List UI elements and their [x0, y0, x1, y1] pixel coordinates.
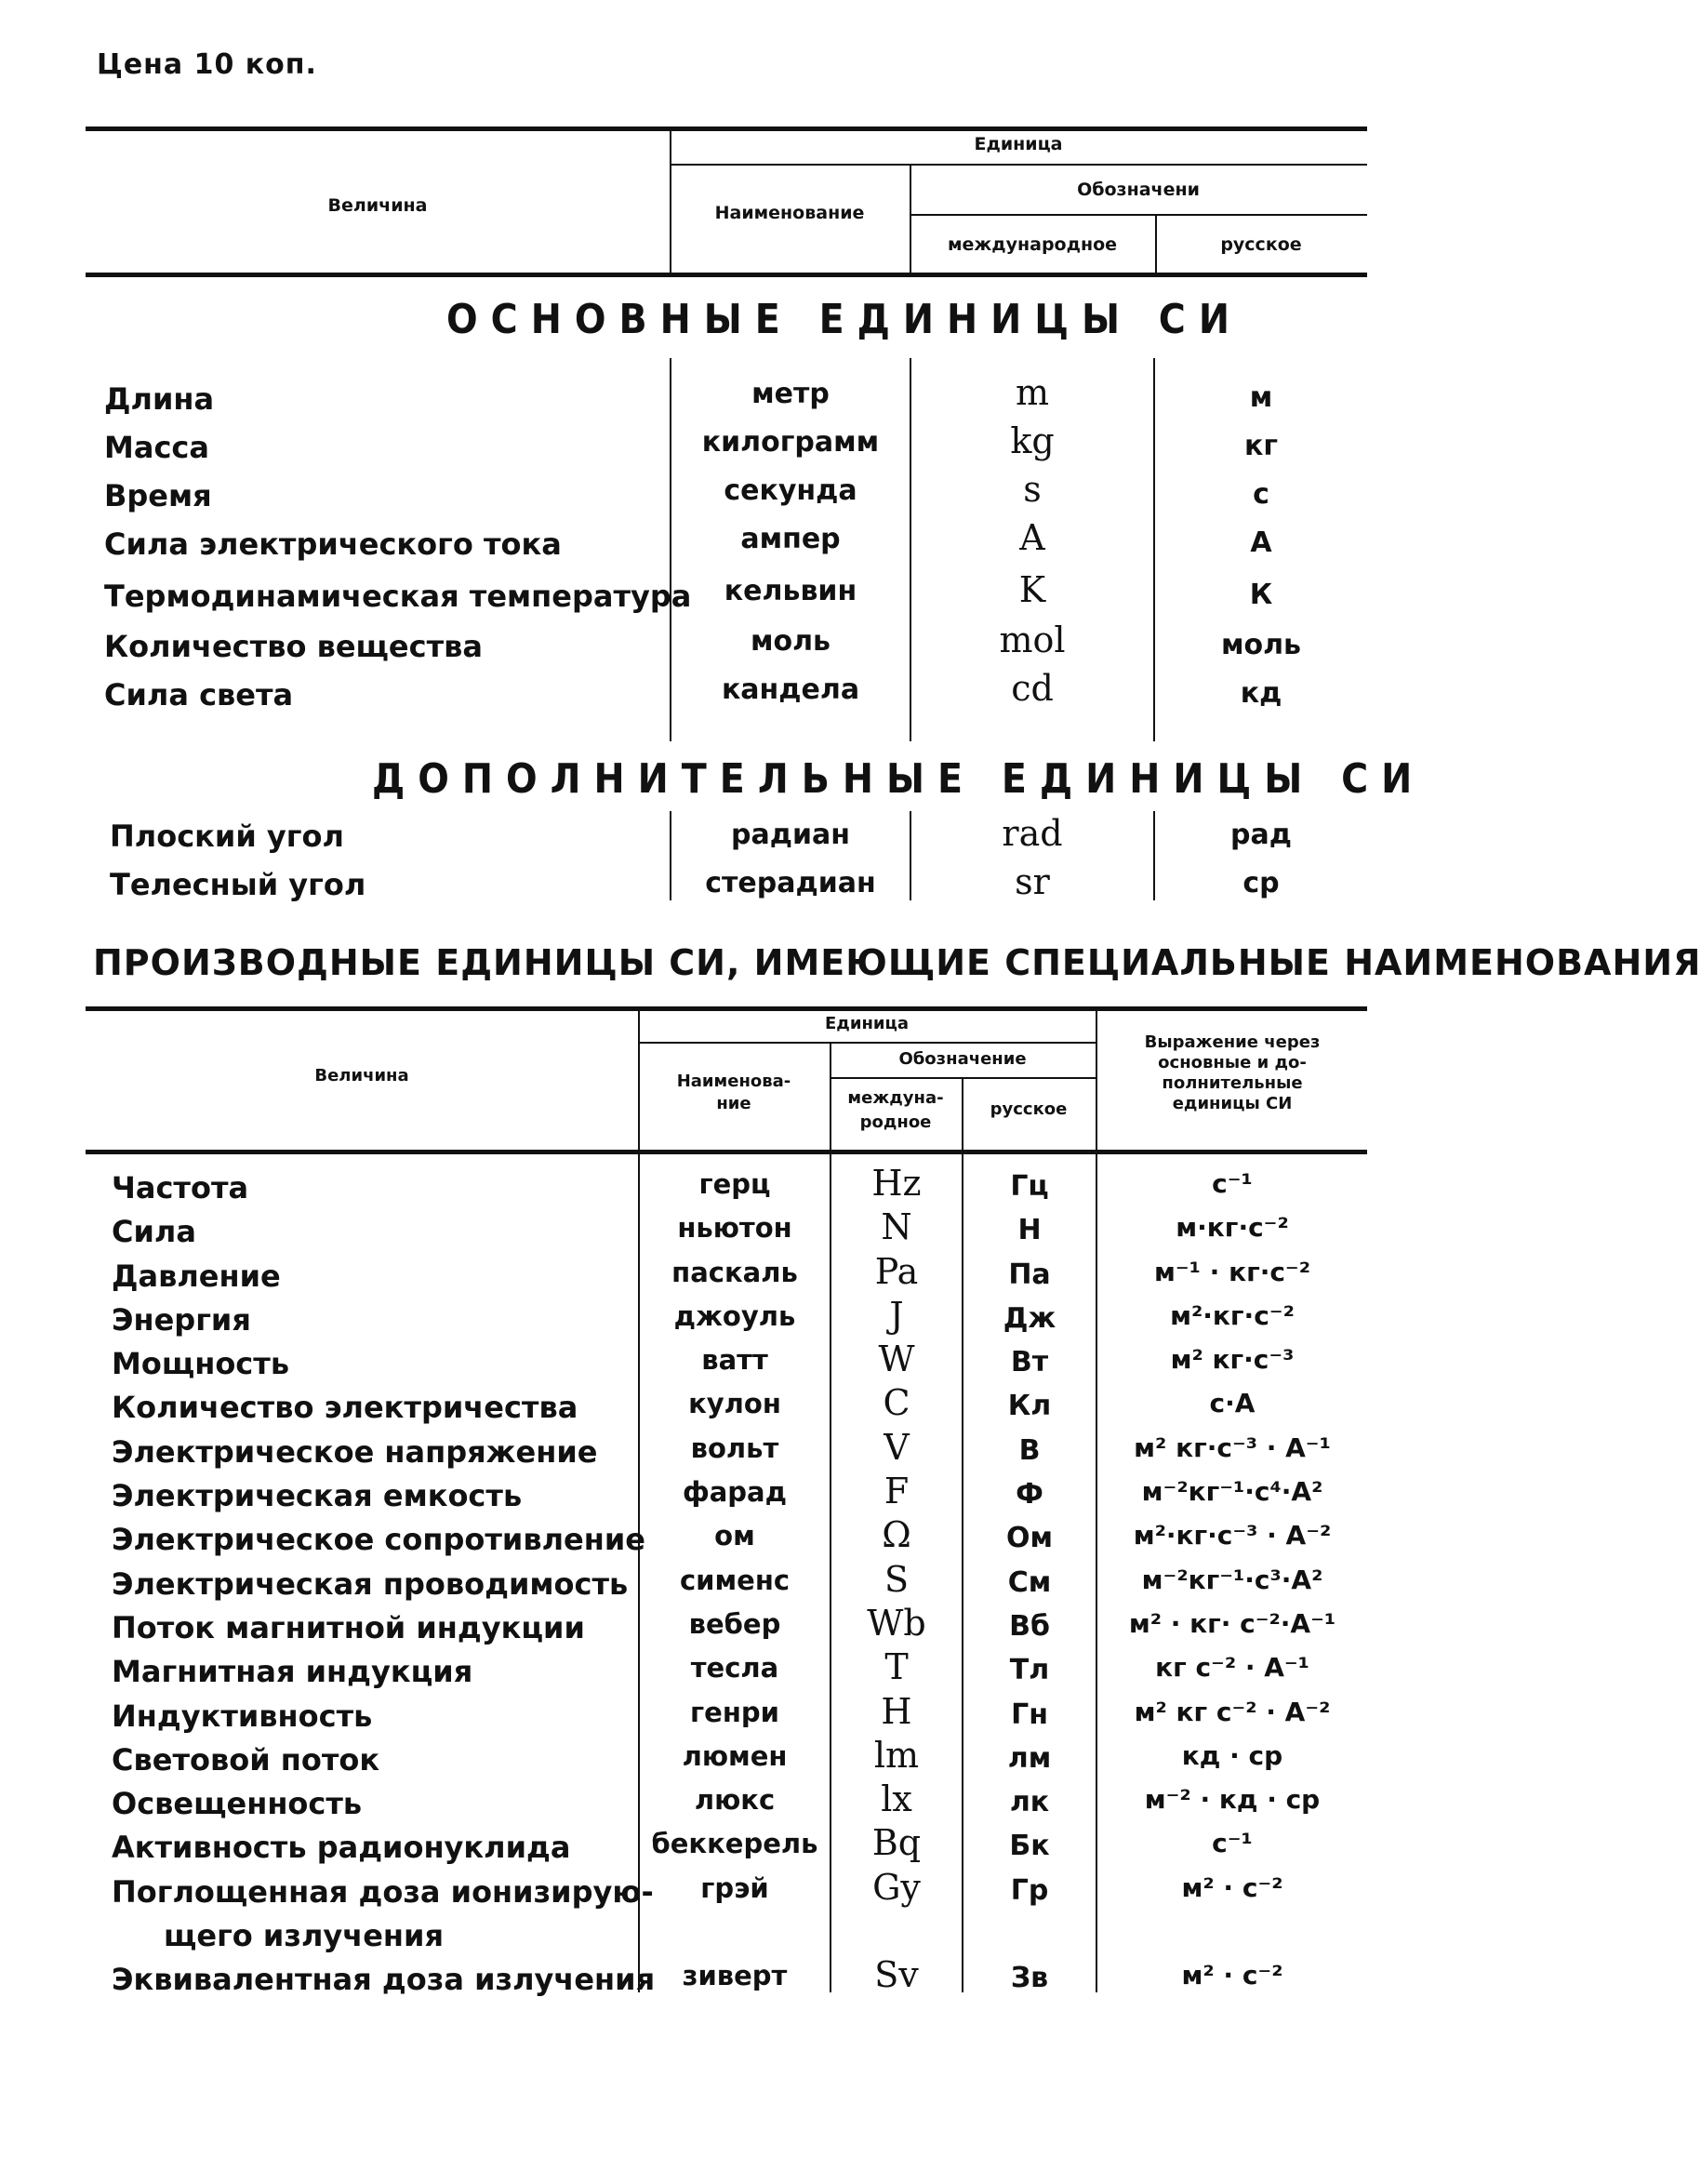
intl-symbol-cell: A [1019, 517, 1045, 558]
t2-header-expr-line1: Выражение через [1144, 1032, 1321, 1052]
quantity-cell: Термодинамическая температура [104, 579, 692, 614]
quantity-cell: Энергия [112, 1302, 251, 1338]
intl-symbol-cell: Wb [867, 1603, 926, 1644]
intl-symbol-cell: lx [881, 1778, 912, 1819]
t2-header-expr-line2: основные и до- [1158, 1053, 1307, 1072]
header-designation: Обозначени [1077, 180, 1200, 200]
si-expression-cell: м² кг·с⁻³ [1170, 1344, 1295, 1375]
unit-name-cell: зиверт [682, 1960, 788, 1991]
unit-name-cell: фарад [682, 1476, 788, 1508]
unit-name-cell: моль [750, 625, 831, 658]
quantity-cell: Эквивалентная доза излучения [112, 1962, 656, 1997]
ru-symbol-cell: Кл [1007, 1390, 1052, 1422]
intl-symbol-cell: Bq [871, 1822, 922, 1863]
intl-symbol-cell: F [884, 1471, 910, 1511]
ru-symbol-cell: Зв [1010, 1962, 1049, 1994]
ru-symbol-cell: Гн [1011, 1698, 1048, 1731]
ru-symbol-cell: Вт [1010, 1346, 1049, 1378]
ru-symbol-cell: Ом [1005, 1522, 1054, 1554]
intl-symbol-cell: K [1018, 569, 1046, 610]
t2-header-intl-line2: родное [859, 1112, 932, 1132]
intl-symbol-cell: N [881, 1206, 912, 1247]
si-expression-cell: м² кг с⁻² · А⁻² [1134, 1697, 1331, 1727]
quantity-cell: Плоский угол [110, 819, 344, 854]
quantity-cell: Количество вещества [104, 629, 483, 664]
price-label: Цена 10 коп. [97, 48, 317, 81]
header-name: Наименование [714, 203, 865, 223]
unit-name-cell: герц [698, 1168, 771, 1200]
ru-symbol-cell: лм [1007, 1742, 1052, 1775]
unit-name-cell: кандела [721, 673, 860, 706]
base-units-title: ОСНОВНЫЕ ЕДИНИЦЫ СИ [446, 296, 1243, 343]
table1-top-rule [86, 127, 1367, 131]
quantity-cell: Электрическое сопротивление [112, 1522, 645, 1557]
ru-symbol-cell: Тл [1009, 1654, 1050, 1686]
t2-header-intl-line1: междуна- [847, 1088, 944, 1108]
ru-symbol-cell: См [1007, 1566, 1052, 1599]
intl-symbol-cell: m [1015, 372, 1050, 413]
t2-header-name-line1: Наименова- [676, 1072, 791, 1091]
unit-name-cell: джоуль [673, 1300, 796, 1332]
quantity-cell: Поток магнитной индукции [112, 1610, 585, 1645]
ru-symbol-cell: Гц [1010, 1170, 1049, 1203]
intl-symbol-cell: cd [1011, 668, 1054, 709]
unit-name-cell: беккерель [651, 1828, 818, 1859]
intl-symbol-cell: Hz [871, 1163, 922, 1204]
si-expression-cell: м⁻² · кд · ср [1144, 1784, 1321, 1815]
ru-symbol-cell: Гр [1010, 1874, 1049, 1907]
unit-name-cell: секунда [724, 474, 857, 507]
unit-name-cell: сименс [679, 1565, 791, 1596]
table1-unit-rule [670, 164, 1367, 166]
quantity-cell: Поглощенная доза ионизирую- [112, 1874, 654, 1910]
intl-symbol-cell: Ω [882, 1514, 911, 1555]
ru-symbol-cell: м [1249, 381, 1273, 414]
t2-header-expr-line4: единицы СИ [1172, 1094, 1293, 1113]
ru-symbol-cell: кг [1243, 430, 1279, 462]
intl-symbol-cell: lm [873, 1735, 920, 1776]
intl-symbol-cell: mol [999, 619, 1066, 660]
si-expression-cell: м·кг·с⁻² [1176, 1212, 1289, 1243]
unit-name-cell: метр [751, 378, 830, 410]
ru-symbol-cell: В [1018, 1434, 1041, 1467]
table1-header-bottom-rule [86, 273, 1367, 277]
ru-symbol-cell: А [1250, 526, 1272, 559]
unit-name-cell: вольт [690, 1432, 779, 1464]
intl-symbol-cell: V [884, 1427, 910, 1468]
quantity-cell: Длина [104, 381, 215, 417]
intl-symbol-cell: rad [1002, 813, 1063, 854]
quantity-cell: Освещенность [112, 1786, 363, 1821]
quantity-cell: Магнитная индукция [112, 1654, 473, 1689]
unit-name-cell: грэй [700, 1872, 769, 1904]
si-expression-cell: с⁻¹ [1212, 1168, 1253, 1199]
ru-symbol-cell: Ф [1016, 1478, 1043, 1511]
unit-name-cell: люмен [682, 1740, 788, 1772]
header-international: международное [947, 234, 1118, 255]
table2-header-bottom-rule [86, 1150, 1367, 1154]
intl-symbol-cell: kg [1010, 420, 1055, 461]
intl-symbol-cell: S [884, 1559, 910, 1600]
ru-symbol-cell: рад [1230, 819, 1292, 851]
si-expression-cell: с·А [1209, 1388, 1256, 1418]
quantity-cell: Сила электрического тока [104, 526, 562, 562]
unit-name-cell: генри [690, 1697, 779, 1728]
unit-name-cell: ампер [740, 523, 841, 555]
si-expression-cell: с⁻¹ [1212, 1828, 1253, 1858]
si-expression-cell: м² кг·с⁻³ · А⁻¹ [1134, 1432, 1331, 1463]
unit-name-cell: паскаль [671, 1257, 798, 1288]
quantity-cell: Частота [112, 1170, 249, 1205]
unit-name-cell: вебер [688, 1608, 781, 1640]
ru-symbol-cell: Дж [1003, 1302, 1056, 1335]
ru-symbol-cell: кд [1240, 677, 1282, 710]
t2-header-russian: русское [990, 1099, 1068, 1119]
table2-unit-rule [638, 1042, 1096, 1044]
quantity-cell: Количество электричества [112, 1390, 578, 1425]
supplementary-units-title: ДОПОЛНИТЕЛЬНЫЕ ЕДИНИЦЫ СИ [372, 755, 1426, 803]
si-expression-cell: м⁻²кг⁻¹·с⁴·А² [1141, 1476, 1323, 1507]
ru-symbol-cell: Н [1017, 1214, 1042, 1246]
quantity-cell: Масса [104, 430, 209, 465]
intl-symbol-cell: Gy [872, 1867, 921, 1908]
ru-symbol-cell: моль [1220, 629, 1302, 661]
intl-symbol-cell: W [878, 1338, 915, 1379]
table2-top-rule [86, 1006, 1367, 1011]
intl-symbol-cell: H [881, 1691, 912, 1732]
intl-symbol-cell: sr [1015, 861, 1050, 902]
quantity-cell: Время [104, 478, 212, 513]
quantity-cell: Электрическое напряжение [112, 1434, 598, 1470]
derived-units-title: ПРОИЗВОДНЫЕ ЕДИНИЦЫ СИ, ИМЕЮЩИЕ СПЕЦИАЛЬНЫЕ НАИМЕНОВАНИЯ [93, 942, 1701, 983]
si-expression-cell: м² · с⁻² [1181, 1872, 1283, 1903]
header-russian: русское [1220, 234, 1302, 255]
ru-symbol-cell: ср [1243, 867, 1280, 899]
t2-header-designation: Обозначение [898, 1049, 1027, 1069]
unit-name-cell: стерадиан [705, 867, 876, 899]
si-expression-cell: м²·кг·с⁻³ · А⁻² [1133, 1520, 1332, 1551]
unit-name-cell: кулон [688, 1388, 781, 1419]
t2-header-expr-line3: полнительные [1162, 1073, 1303, 1093]
intl-symbol-cell: C [883, 1382, 910, 1423]
si-expression-cell: м² · с⁻² [1181, 1960, 1283, 1991]
unit-name-cell: тесла [690, 1652, 779, 1684]
intl-symbol-cell: T [884, 1646, 909, 1687]
unit-name-cell: ом [714, 1520, 755, 1551]
unit-name-cell: ньютон [677, 1212, 792, 1244]
intl-symbol-cell: s [1023, 469, 1042, 510]
t2-header-name-line2: ние [716, 1094, 751, 1113]
header-unit: Единица [974, 134, 1063, 154]
quantity-cell: Сила света [104, 677, 294, 712]
si-expression-cell: м⁻²кг⁻¹·с³·А² [1141, 1565, 1323, 1595]
unit-name-cell: люкс [694, 1784, 776, 1816]
header-quantity: Величина [327, 195, 428, 216]
quantity-cell: Активность радионуклида [112, 1830, 571, 1865]
si-expression-cell: кг с⁻² · А⁻¹ [1155, 1652, 1309, 1683]
t2-header-unit: Единица [825, 1014, 909, 1033]
quantity-cell: Световой поток [112, 1742, 380, 1778]
quantity-cell: Сила [112, 1214, 196, 1249]
t2-header-quantity: Величина [314, 1066, 409, 1085]
quantity-cell: Мощность [112, 1346, 290, 1381]
quantity-cell-continuation: щего излучения [164, 1918, 444, 1953]
si-expression-cell: кд · ср [1181, 1740, 1283, 1771]
ru-symbol-cell: лк [1009, 1786, 1050, 1818]
unit-name-cell: радиан [731, 819, 850, 851]
ru-symbol-cell: К [1249, 579, 1273, 611]
intl-symbol-cell: Sv [874, 1954, 919, 1995]
quantity-cell: Телесный угол [110, 867, 366, 902]
quantity-cell: Электрическая емкость [112, 1478, 523, 1513]
table1-designation-rule [910, 214, 1367, 216]
quantity-cell: Давление [112, 1258, 281, 1294]
unit-name-cell: килограмм [701, 426, 880, 459]
intl-symbol-cell: J [889, 1295, 904, 1336]
quantity-cell: Электрическая проводимость [112, 1566, 629, 1602]
unit-name-cell: ватт [701, 1344, 768, 1376]
ru-symbol-cell: Па [1008, 1258, 1051, 1291]
intl-symbol-cell: Pa [874, 1251, 919, 1292]
si-expression-cell: м² · кг· с⁻²·А⁻¹ [1128, 1608, 1336, 1639]
unit-name-cell: кельвин [724, 575, 857, 607]
ru-symbol-cell: с [1253, 478, 1269, 511]
ru-symbol-cell: Бк [1009, 1830, 1050, 1862]
si-expression-cell: м²·кг·с⁻² [1170, 1300, 1295, 1331]
quantity-cell: Индуктивность [112, 1698, 373, 1734]
ru-symbol-cell: Вб [1009, 1610, 1050, 1643]
si-expression-cell: м⁻¹ · кг·с⁻² [1154, 1257, 1310, 1287]
